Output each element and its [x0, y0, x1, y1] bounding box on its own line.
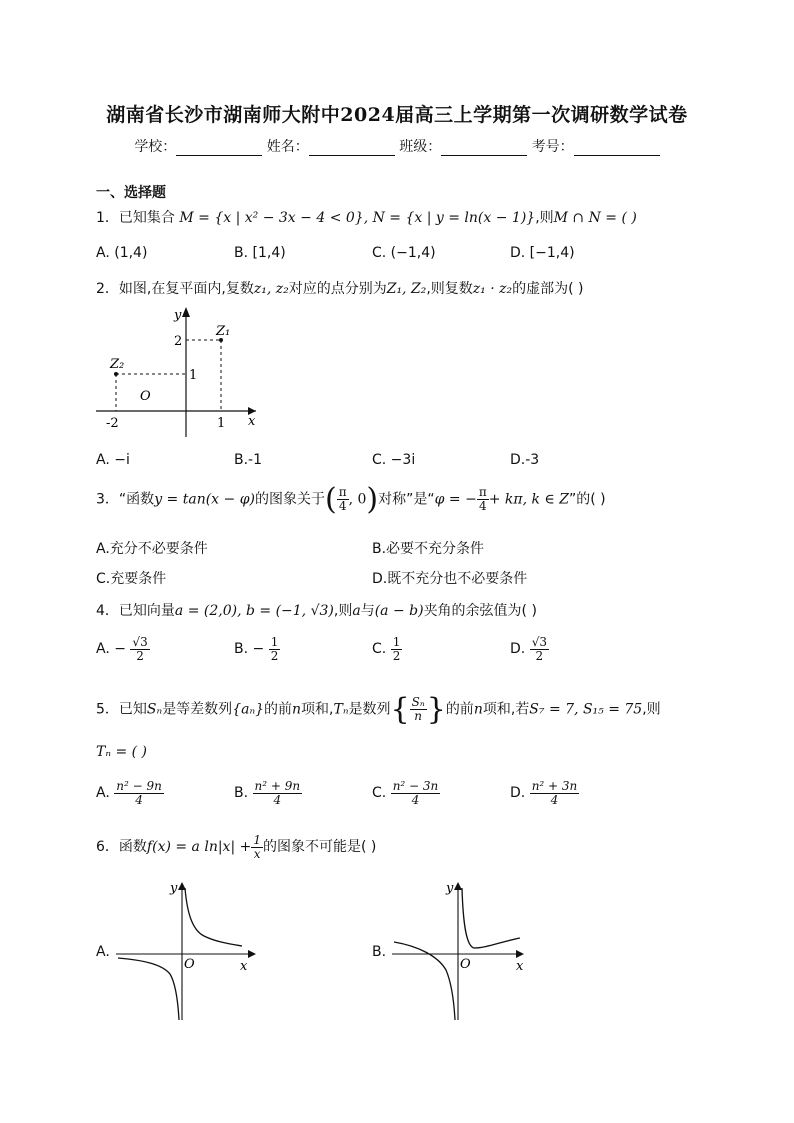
q3-option-d[interactable]: D.既不充分也不必要条件: [372, 571, 528, 587]
q5-option-c[interactable]: C. $\frac{\text{n² − 3n}}{4}$: [372, 779, 439, 807]
q3-text-b: 的图象关于: [254, 491, 325, 508]
q5-text-h: ,则: [642, 701, 661, 718]
q4-option-b[interactable]: B. − $\frac{1}{2}$: [234, 635, 279, 663]
q2-complex-plane-figure: [90, 305, 270, 445]
q4-vec-a: a: [352, 603, 361, 619]
q5-text-b: 是等差数列: [162, 701, 233, 718]
q4-vectors: a = (2,0), b = (−1, √3): [174, 603, 334, 619]
q2-text-b: 对应的点分别为: [288, 281, 387, 297]
q6-text-a: 函数: [118, 839, 147, 856]
q2-y-arrow-icon: [182, 307, 190, 317]
q3-text-a: “函数: [118, 491, 155, 508]
q3-option-b[interactable]: B.必要不充分条件: [372, 541, 485, 557]
q6a-origin-label: O: [184, 957, 195, 972]
q5-text-a: 已知: [118, 701, 147, 718]
number-blank[interactable]: [574, 141, 660, 156]
q2-x-label: x: [248, 414, 256, 429]
q5-cond: S₇ = 7, S₁₅ = 75: [529, 701, 643, 718]
student-info-line: [0, 136, 794, 156]
q2-y-label: y: [174, 308, 182, 323]
q1-expr: M ∩ N = ( ): [553, 210, 637, 226]
q4-vec-ab: (a − b): [374, 603, 424, 619]
q4-number: 4．: [96, 603, 119, 619]
q6b-y-arrow-icon: [454, 882, 462, 890]
q6b-y-label: y: [446, 881, 454, 896]
q5-number: 5．: [96, 701, 119, 718]
q6-func: f(x) = a ln|x| +: [146, 839, 252, 856]
q6a-x-label: x: [240, 959, 248, 974]
number-label: 考号：: [531, 139, 574, 155]
question-3: 3．“函数y = tan(x − φ)的图象关于( $\frac{\pi}{4}$ , 0)对称”是“φ = − $\frac{\pi}{4}$ + kπ, k ∈ Z”的( ): [96, 482, 606, 517]
q2-text-d: 的虚部为( ): [512, 281, 584, 297]
q1-option-a[interactable]: A. (1,4): [96, 245, 148, 261]
q2-option-a[interactable]: A. −i: [96, 452, 130, 468]
q3-func: y = tan(x − φ): [154, 491, 255, 508]
question-2: [96, 278, 583, 298]
q5-text-f: 的前: [445, 701, 474, 718]
q4-text-a: 已知向量: [118, 603, 175, 619]
q6a-left-branch: [118, 958, 179, 1020]
q6-number: 6．: [96, 839, 119, 856]
question-6: [96, 834, 376, 860]
q2-z12: z₁, z₂: [253, 281, 289, 297]
page-title: 湖南省长沙市湖南师大附中2024届高三上学期第一次调研数学试卷: [106, 104, 688, 126]
q4-text-b: ,则: [333, 603, 353, 619]
q5-text-g: 项和,若: [482, 701, 530, 718]
school-blank[interactable]: [176, 141, 262, 156]
q5-option-d[interactable]: D. $\frac{\text{n² + 3n}}{4}$: [510, 779, 578, 807]
q6b-origin-label: O: [460, 957, 471, 972]
q4-option-a[interactable]: A. − $\frac{√3}{2}$: [96, 635, 148, 663]
q6a-y-label: y: [170, 881, 178, 896]
q2-text-a: 如图,在复平面内,复数: [118, 281, 254, 297]
q5-n2: n: [473, 701, 483, 718]
q5-n1: n: [292, 701, 302, 718]
q1-number: 1．: [96, 210, 119, 226]
q3-point-tail: , 0: [348, 491, 367, 508]
q1-text-a: 已知集合: [118, 210, 175, 226]
q3-text-c: 对称”是“: [378, 491, 435, 508]
class-blank[interactable]: [441, 141, 527, 156]
q4-text-c: 与: [360, 603, 375, 619]
q6-option-a-label[interactable]: A.: [96, 944, 110, 960]
question-1: [96, 207, 637, 227]
question-4: [96, 600, 537, 620]
q2-z1-label: Z₁: [216, 324, 231, 339]
q3-cond-a: φ = −: [434, 491, 477, 508]
q5-sn: Sₙ: [146, 701, 163, 718]
q2-tick-x1: 1: [217, 416, 226, 431]
name-label: 姓名：: [266, 139, 309, 155]
q6b-x-arrow-icon: [516, 950, 524, 958]
q6-frac: $\frac{1}{x}$: [253, 833, 261, 861]
q1-option-c[interactable]: C. (−1,4): [372, 245, 436, 261]
q2-option-b[interactable]: B.-1: [234, 452, 263, 468]
class-label: 班级：: [399, 139, 442, 155]
q3-number: 3．: [96, 491, 119, 508]
q5-option-a[interactable]: A. $\frac{\text{n² − 9n}}{4}$: [96, 779, 162, 807]
q6b-right-branch: [462, 888, 520, 948]
question-5: 5．已知Sₙ是等差数列{aₙ}的前n项和,Tₙ是数列{ $\frac{\text{Sₙ}}{n}$ }的前n项和,若S₇ = 7, S₁₅ = 75,则: [96, 692, 661, 727]
q2-z2-label: Z₂: [110, 357, 125, 372]
q4-option-d[interactable]: D. $\frac{√3}{2}$: [510, 635, 547, 663]
q5-line2: Tₙ = ( ): [96, 744, 148, 760]
q6-text-b: 的图象不可能是( ): [263, 839, 377, 856]
q2-origin-label: O: [140, 389, 151, 404]
name-blank[interactable]: [309, 141, 395, 156]
q4-option-c[interactable]: C. $\frac{1}{2}$: [372, 635, 401, 663]
q6-option-b-label[interactable]: B.: [372, 944, 387, 960]
q5-an: {aₙ}: [232, 701, 265, 718]
q2-point-z2: [114, 372, 118, 376]
q2-text-c: ,则复数: [426, 281, 473, 297]
q5-text-d: 项和,: [301, 701, 334, 718]
q2-tick-minus2: -2: [106, 416, 119, 431]
q5-option-b[interactable]: B. $\frac{\text{n² + 9n}}{4}$: [234, 779, 301, 807]
q1-option-d[interactable]: D. [−1,4): [510, 245, 575, 261]
q1-set-n: , N = {x | y = ln(x − 1)}: [363, 210, 536, 226]
q6a-right-branch: [185, 888, 242, 946]
q3-text-d: ”的( ): [568, 491, 606, 508]
q5-text-e: 是数列: [348, 701, 391, 718]
q1-option-b[interactable]: B. [1,4): [234, 245, 286, 261]
q2-product: z₁ · z₂: [472, 281, 513, 297]
q1-text-b: ,则: [535, 210, 554, 226]
q5-tn: Tₙ: [333, 701, 349, 718]
q2-option-c[interactable]: C. −3i: [372, 452, 416, 468]
school-label: 学校：: [134, 139, 177, 155]
q3-option-a[interactable]: A.充分不必要条件: [96, 541, 208, 557]
q5-frac: $\frac{\text{Sₙ}}{n}$: [411, 695, 425, 723]
q6b-x-label: x: [516, 959, 524, 974]
q3-option-c[interactable]: C.充要条件: [96, 571, 167, 587]
q2-Z12: Z₁, Z₂: [386, 281, 427, 297]
q3-cond-b: + kπ, k ∈ Z: [488, 491, 569, 508]
q5-text-c: 的前: [264, 701, 293, 718]
section-heading: 一、选择题: [96, 185, 166, 201]
q3-point-frac: $\frac{\pi}{4}$: [338, 485, 347, 513]
q4-text-d: 夹角的余弦值为( ): [423, 603, 537, 619]
q1-set-m: M = {x | x² − 3x − 4 < 0}: [179, 210, 364, 226]
q2-option-d[interactable]: D.-3: [510, 452, 540, 468]
q2-tick-1: 1: [189, 368, 198, 383]
q6-graph-b[interactable]: [388, 872, 538, 1024]
q2-tick-2: 2: [174, 334, 183, 349]
q6-graph-a[interactable]: [112, 872, 262, 1024]
q2-number: 2．: [96, 281, 119, 297]
q3-cond-frac: $\frac{\pi}{4}$: [478, 485, 487, 513]
q6a-x-arrow-icon: [248, 950, 256, 958]
